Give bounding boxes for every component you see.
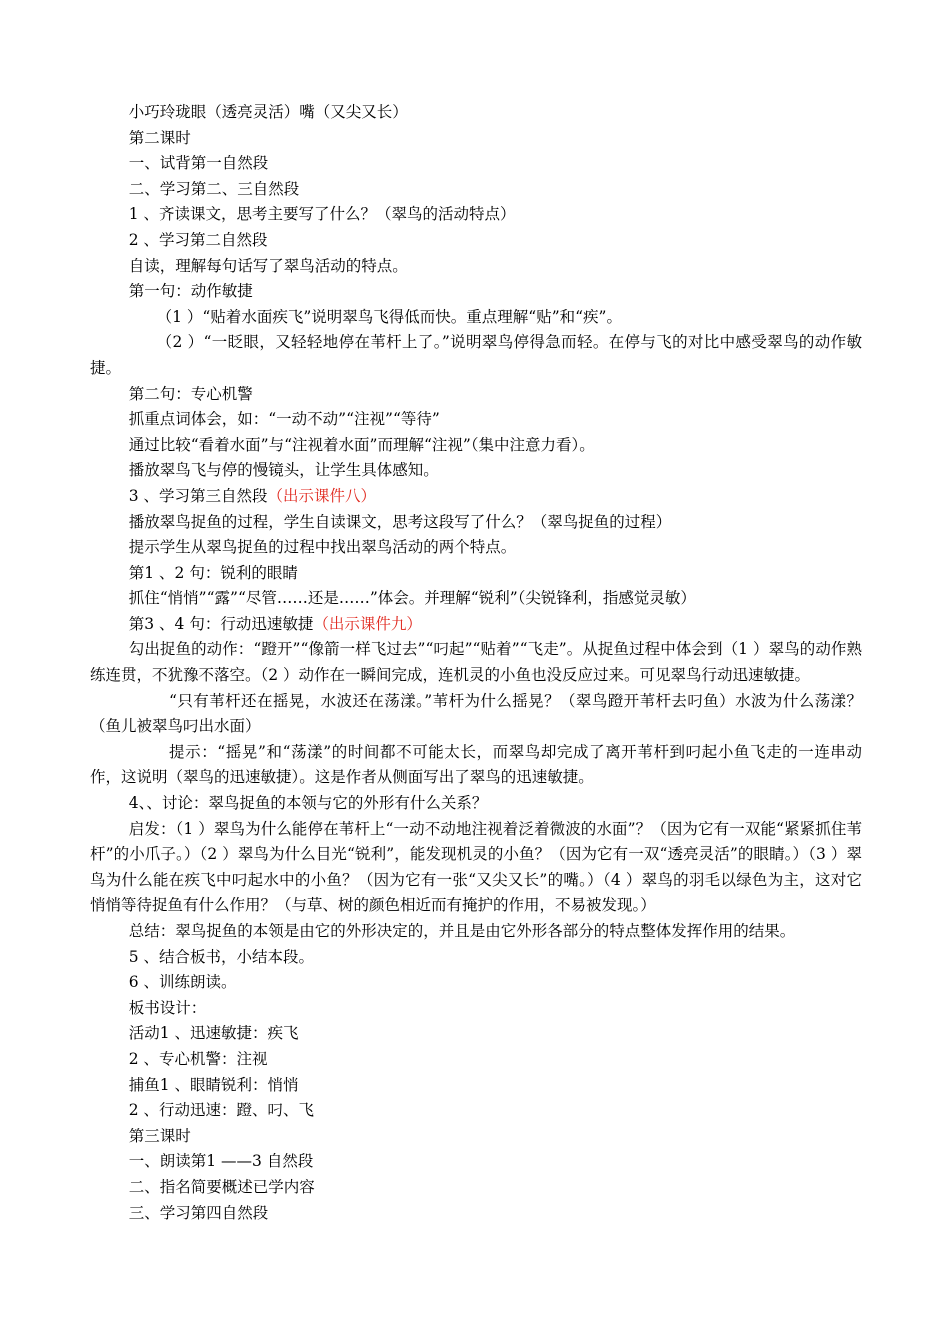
text-line: 捕鱼1 、眼睛锐利：悄悄 <box>128 1075 299 1094</box>
section-heading: 第二课时 <box>128 128 191 147</box>
text-line: 三、学习第四自然段 <box>128 1203 269 1222</box>
text-line: 2 、学习第二自然段 <box>128 230 268 249</box>
text-line: 6 、训练朗读。 <box>128 973 237 992</box>
text-line <box>90 484 862 510</box>
text-line: 二、学习第二、三自然段 <box>128 179 300 198</box>
paragraph: 总结：翠鸟捉鱼的本领是由它的外形决定的，并且是由它外形各部分的特点整体发挥作用的结果。 <box>128 922 796 940</box>
text-line: 板书设计： <box>128 998 207 1017</box>
text-line: 播放翠鸟捉鱼的过程，学生自读课文，思考这段写了什么？（翠鸟捉鱼的过程） <box>128 512 672 531</box>
text-line: 第一句：动作敏捷 <box>128 282 253 301</box>
text-line: 提示学生从翠鸟捉鱼的过程中找出翠鸟活动的两个特点。 <box>128 538 517 557</box>
document-page <box>90 100 862 1226</box>
text-line: 二、指名简要概述已学内容 <box>128 1177 315 1196</box>
text-line: 第1 、2 句：锐利的眼睛 <box>128 563 298 582</box>
text-line: 一、试背第一自然段 <box>128 154 269 173</box>
text-line: 5 、结合板书，小结本段。 <box>128 947 315 966</box>
step-text: 3 、学习第三自然段 <box>128 486 268 505</box>
paragraph: （2 ）“一眨眼，又轻轻地停在苇杆上了。”说明翠鸟停得急而轻。在停与飞的对比中感受翠鸟的动作敏捷。 <box>90 333 862 377</box>
section-heading: 第三课时 <box>128 1126 191 1145</box>
text-line: 2 、专心机警：注视 <box>128 1049 268 1068</box>
paragraph: 启发：（1 ）翠鸟为什么能停在苇杆上“一动不动地注视着泛着微波的水面”？（因为它有一双能“紧紧抓住苇杆”的小爪子。）（2 ）翠鸟为什么目光“锐利”，能发现机灵的小鱼？（因为它有一双“透亮灵活”的眼睛。）（3 ）翠鸟为什么能在疾飞中叼起水中的小鱼？（因为它有一张“又尖又长”的嘴。）（4 ）翠鸟的羽毛以绿色为主，这对它悄悄等待捉鱼有什么作用？（与草、树的颜色相近而有掩护的作用，不易被发现。） <box>90 819 862 915</box>
paragraph: “只有苇杆还在摇晃，水波还在荡漾。”苇杆为什么摇晃？（翠鸟蹬开苇杆去叼鱼）水波为什么荡漾？（鱼儿被翠鸟叼出水面） <box>90 691 862 736</box>
text-line: 2 、行动迅速：蹬、叼、飞 <box>128 1101 315 1120</box>
step-text: 第3 、4 句：行动迅速敏捷 <box>128 614 314 633</box>
text-line: 第二句：专心机警 <box>128 384 253 403</box>
text-line: 小巧玲珑眼（透亮灵活）嘴（又尖又长） <box>128 103 408 121</box>
text-line: 1 、齐读课文，思考主要写了什么？（翠鸟的活动特点） <box>128 205 516 224</box>
text-line: 一、朗读第1 ——3 自然段 <box>128 1152 314 1171</box>
text-line: 通过比较“看着水面”与“注视着水面”而理解“注视”（集中注意力看）。 <box>128 435 595 454</box>
text-line: 活动1 、迅速敏捷：疾飞 <box>128 1024 299 1043</box>
text-line: 抓住“悄悄”“露”“尽管……还是……”体会。并理解“锐利”（尖锐锋利，指感觉灵敏） <box>128 589 696 608</box>
text-line: （1 ）“贴着水面疾飞”说明翠鸟飞得低而快。重点理解“贴”和“疾”。 <box>156 307 622 326</box>
paragraph: 勾出捉鱼的动作：“蹬开”“像箭一样飞过去”“叼起”“贴着”“飞走”。从捉鱼过程中体会到（1 ）翠鸟的动作熟练连贯，不犹豫不落空。（2 ）动作在一瞬间完成，连机灵的小鱼也没反应过来。可见翠鸟行动迅速敏捷。 <box>90 640 862 685</box>
text-line: 自读，理解每句话写了翠鸟活动的特点。 <box>128 256 408 275</box>
text-line: 抓重点词体会，如：“一动不动”“注视”“等待” <box>128 410 440 429</box>
paragraph: 提示：“摇晃”和“荡漾”的时间都不可能太长，而翠鸟却完成了离开苇杆到叼起小鱼飞走的一连串动作，这说明（翠鸟的迅速敏捷）。这是作者从侧面写出了翠鸟的迅速敏捷。 <box>90 742 862 787</box>
courseware-note: （出示课件九） <box>313 614 422 633</box>
text-line: 4、、讨论：翠鸟捉鱼的本领与它的外形有什么关系？ <box>128 794 488 813</box>
courseware-note: （出示课件八） <box>267 486 377 505</box>
text-line <box>90 612 862 638</box>
text-line: 播放翠鸟飞与停的慢镜头，让学生具体感知。 <box>128 461 439 480</box>
